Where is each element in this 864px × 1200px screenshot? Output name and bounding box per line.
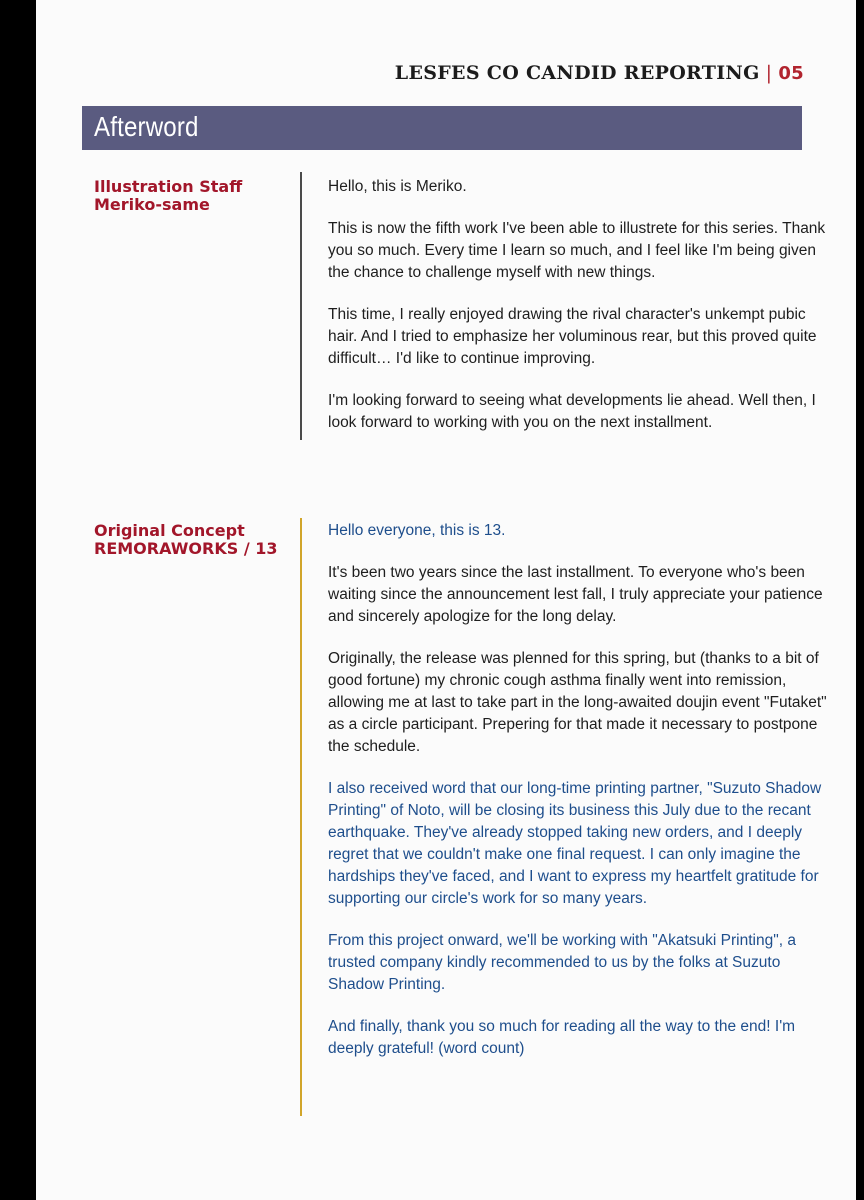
section-1-name: Meriko-same xyxy=(94,195,210,214)
section-2-paragraph: Originally, the release was plenned for this spring, but (thanks to a bit of good fortune) my chronic cough asthma finally went into remission, allowing me at last to take part in the long-awaited doujin event "Futaket" as a circle participant. Prepering for that made it necessary to postpone the schedule. xyxy=(328,650,827,755)
section-1-role: Illustration Staff xyxy=(94,177,243,196)
section-2-paragraph: I also received word that our long-time printing partner, "Suzuto Shadow Printing" of Noto, will be closing its business this July due to the recant earthquake. They've already stopped taking new orders, and I deeply regret that we couldn't make one final request. I can only imagine the hardships they've faced, and I want to express my heartfelt gratitude for supporting our circle's work for so many years. xyxy=(328,780,822,907)
section-2-role: Original Concept xyxy=(94,521,245,540)
page-number: 05 xyxy=(778,63,804,84)
section-2-label xyxy=(94,522,294,558)
section-2-paragraph: It's been two years since the last installment. To everyone who's been waiting since the announcement lest fall, I truly appreciate your patience and sincerely apologize for the long delay. xyxy=(328,564,823,625)
section-2-paragraph: From this project onward, we'll be working with "Akatsuki Printing", a trusted company kindly recommended to us by the folks at Suzuto Shadow Printing. xyxy=(328,932,796,993)
page-header xyxy=(395,62,804,84)
section-2-body xyxy=(328,520,828,1080)
section-1-body xyxy=(328,176,828,454)
section-title: Afterword xyxy=(94,111,199,142)
section-1-label xyxy=(94,178,294,214)
header-title: LESFES CO CANDID REPORTING xyxy=(394,62,760,84)
section-banner xyxy=(82,106,802,150)
section-2-paragraph: And finally, thank you so much for reading all the way to the end! I'm deeply grateful! (word count) xyxy=(328,1018,796,1057)
section-1-divider xyxy=(300,172,302,440)
section-1-paragraph: Hello, this is Meriko. xyxy=(328,178,467,195)
section-1-paragraph: This is now the fifth work I've been able to illustrete for this series. Thank you so much. Every time I learn so much, and I feel like I'm being given the chance to challenge myself with new things. xyxy=(328,220,826,281)
page xyxy=(36,0,856,1200)
section-2-name: REMORAWORKS / 13 xyxy=(94,539,278,558)
section-2-paragraph: Hello everyone, this is 13. xyxy=(328,522,506,539)
section-1-paragraph: I'm looking forward to seeing what developments lie ahead. Well then, I look forward to working with you on the next installment. xyxy=(328,392,816,431)
header-separator: | xyxy=(765,62,773,84)
section-1-paragraph: This time, I really enjoyed drawing the rival character's unkempt pubic hair. And I tried to emphasize her voluminous rear, but this proved quite difficult… I'd like to continue improving. xyxy=(328,306,817,367)
section-2-divider xyxy=(300,518,302,1116)
